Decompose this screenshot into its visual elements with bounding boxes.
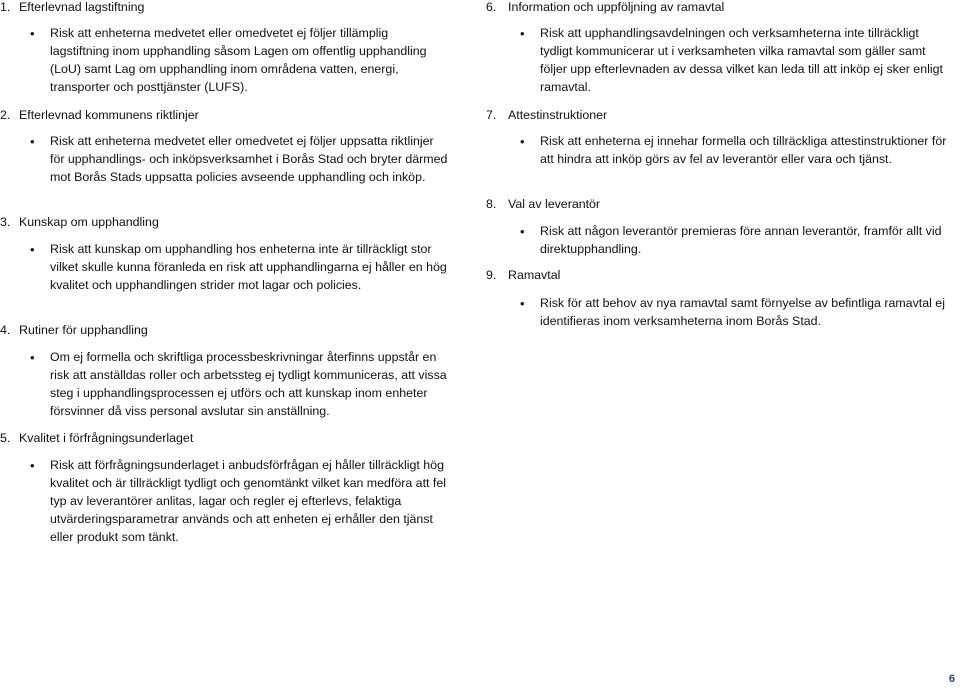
bullet-icon: • [30,458,35,473]
section-heading [486,268,560,283]
section-heading [0,323,148,338]
section-title: Val av leverantör [508,197,601,211]
section-number: 6. [486,0,497,14]
section-title: Kvalitet i förfrågningsunderlaget [19,431,194,445]
list-item [30,348,450,420]
list-item-text: Risk att kunskap om upphandling hos enheterna inte är tillräckligt stor vilket skulle kunna föranleda en risk att upphandlingarna ej håller en hög kvalitet och upphandlingen strider mot lagar och policies. [50,242,447,292]
section-number: 1. [0,0,11,14]
list-item [30,456,450,546]
section-heading [0,108,199,123]
bullet-icon: • [520,134,525,149]
bullet-icon: • [520,296,525,311]
section-heading [486,197,600,212]
list-item-text: Risk att förfrågningsunderlaget i anbudsförfrågan ej håller tillräckligt hög kvalitet och är tillräckligt tydligt och genomtänkt vilket kan medföra att fel typ av leverantörer anlitas, lagar och regler ej efterlevs, felaktiga utvärderingsparametrar används och att enheten ej erhåller den tjänst eller produkt som tänkt. [50,458,446,544]
list-item-text: Risk att någon leverantör premieras före annan leverantör, framför allt vid direktupphandling. [540,224,942,256]
list-item [520,24,950,96]
list-item-text: Risk för att behov av nya ramavtal samt förnyelse av befintliga ramavtal ej identifieras inom verksamheterna inom Borås Stad. [540,296,945,328]
section-title: Ramavtal [508,268,561,282]
section-heading [0,0,144,15]
section-title: Efterlevnad kommunens riktlinjer [19,108,199,122]
section-number: 7. [486,108,497,122]
section-number: 5. [0,431,11,445]
section-title: Attestinstruktioner [508,108,608,122]
section-heading [0,215,159,230]
section-heading [486,0,724,15]
bullet-icon: • [30,26,35,41]
bullet-icon: • [520,224,525,239]
list-item-text: Risk att enheterna ej innehar formella och tillräckliga attestinstruktioner för att hindra att inköp görs av fel av leverantör eller vara och tjänst. [540,134,947,166]
section-title: Efterlevnad lagstiftning [19,0,145,14]
list-item [30,132,450,186]
list-item-text: Risk att enheterna medvetet eller omedvetet ej följer tillämplig lagstiftning inom upphandling såsom Lagen om offentlig upphandling (LoU) samt Lag om upphandling inom områdena vatten, energi, transporter och posttjänster (LUFS). [50,26,427,94]
section-number: 8. [486,197,497,211]
bullet-icon: • [30,242,35,257]
section-number: 3. [0,215,11,229]
section-title: Information och uppföljning av ramavtal [508,0,725,14]
list-item-text: Risk att enheterna medvetet eller omedvetet ej följer uppsatta riktlinjer för upphandlings- och inköpsverksamhet i Borås Stad och bryter därmed mot Borås Stads uppsatta policies avseende upphandling och inköp. [50,134,448,184]
section-title: Rutiner för upphandling [19,323,148,337]
section-number: 9. [486,268,497,282]
list-item-text: Om ej formella och skriftliga processbeskrivningar återfinns uppstår en risk att anställdas roller och arbetssteg ej tydligt kommuniceras, att vissa steg i upphandlingsprocessen ej utförs och att kunskap inom enheter försvinner då viss personal avslutar sin anställning. [50,350,447,418]
section-number: 4. [0,323,11,337]
list-item [30,24,450,96]
bullet-icon: • [30,350,35,365]
list-item [30,240,450,294]
section-title: Kunskap om upphandling [19,215,159,229]
section-number: 2. [0,108,11,122]
section-heading [486,108,607,123]
section-heading [0,431,193,446]
page-number: 6 [948,673,955,685]
bullet-icon: • [520,26,525,41]
list-item [520,222,950,258]
list-item [520,132,950,168]
list-item-text: Risk att upphandlingsavdelningen och verksamheterna inte tillräckligt tydligt kommunicerar ut i verksamheten vilka ramavtal som gäller samt följer upp efterlevnaden av dessa vilket kan leda till att inköp ej sker enligt ramavtal. [540,26,943,94]
bullet-icon: • [30,134,35,149]
list-item [520,294,950,330]
